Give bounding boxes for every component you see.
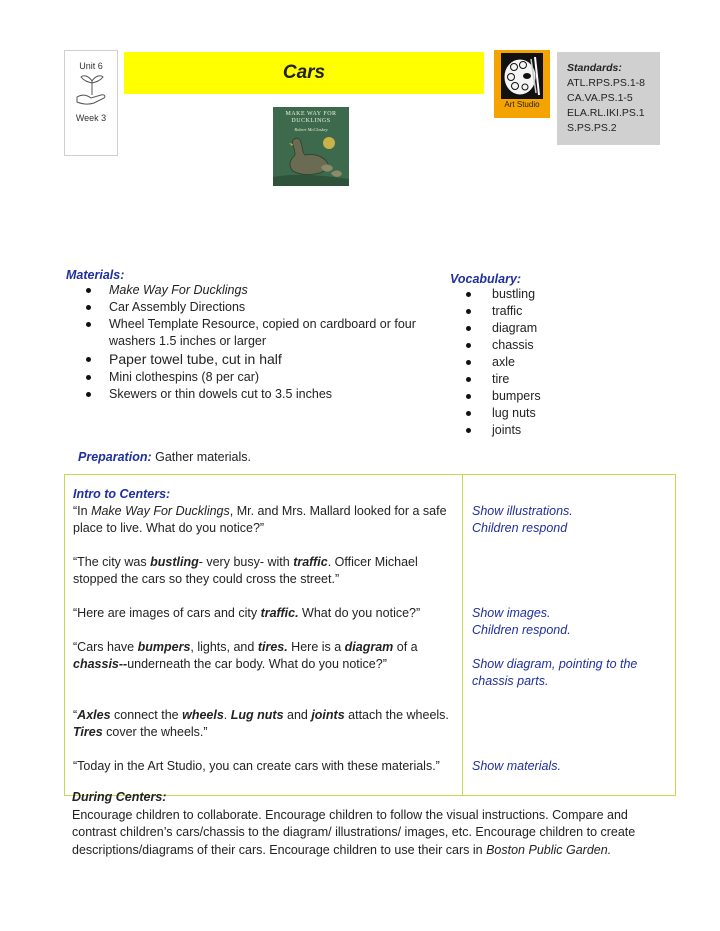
- standards-title: Standards:: [567, 62, 622, 74]
- intro-table: [64, 474, 676, 796]
- intro-paragraph: “The city was bustling- very busy- with traffic. Officer Michael stopped the cars so they could cross the street.”: [73, 555, 418, 586]
- palette-icon: [501, 53, 543, 99]
- art-studio-badge: [494, 50, 550, 118]
- intro-script: [73, 486, 453, 775]
- preparation-line: [78, 450, 251, 464]
- table-divider: [462, 475, 463, 795]
- unit-label: Unit 6: [79, 61, 103, 71]
- preparation-text: Gather materials.: [151, 450, 251, 464]
- ducks-illustration: [273, 107, 349, 186]
- standard-item: ELA.RL.IKI.PS.1: [567, 107, 645, 119]
- material-book-title: Make Way For Ducklings: [109, 283, 248, 297]
- vocabulary-list: [450, 286, 610, 439]
- unit-week-box: [64, 50, 118, 156]
- standards-box: [557, 52, 660, 145]
- list-item: Car Assembly Directions: [66, 299, 446, 316]
- book-author: Robert McCloskey: [294, 127, 328, 132]
- seedling-hand-icon: [74, 71, 110, 109]
- note-show-materials: Show materials.: [472, 759, 561, 773]
- standard-item: CA.VA.PS.1-5: [567, 92, 633, 104]
- book-title-line1: MAKE WAY FOR: [285, 111, 337, 117]
- list-item: Paper towel tube, cut in half: [66, 350, 446, 369]
- list-item: diagram: [450, 320, 610, 337]
- list-item: joints: [450, 422, 610, 439]
- standard-item: ATL.RPS.PS.1-8: [567, 77, 646, 89]
- during-title: During Centers:: [72, 790, 167, 804]
- note-show-diagram: Show diagram, pointing to the chassis parts.: [472, 657, 638, 688]
- week-label: Week 3: [75, 113, 107, 123]
- vocabulary-title: Vocabulary:: [450, 272, 522, 286]
- list-item: Mini clothespins (8 per car): [66, 369, 446, 386]
- list-item: axle: [450, 354, 610, 371]
- list-item: Skewers or thin dowels cut to 3.5 inches: [66, 386, 446, 403]
- preparation-label: Preparation:: [78, 450, 152, 464]
- note-show-illustrations: Show illustrations. Children respond: [472, 504, 573, 535]
- standard-item: S.PS.PS.2: [567, 122, 617, 134]
- list-item: lug nuts: [450, 405, 610, 422]
- during-centers-section: [72, 789, 672, 859]
- book-cover: [273, 107, 349, 186]
- materials-list: [66, 282, 446, 403]
- intro-paragraph: “Cars have bumpers, lights, and tires. Here is a diagram of a chassis--underneath the car body. What do you notice?”: [73, 640, 418, 671]
- list-item: chassis: [450, 337, 610, 354]
- intro-title: Intro to Centers:: [73, 487, 171, 501]
- intro-paragraph: “Today in the Art Studio, you can create cars with these materials.”: [73, 759, 440, 773]
- list-item: [66, 282, 446, 299]
- materials-title: Materials:: [66, 268, 125, 282]
- list-item: bumpers: [450, 388, 610, 405]
- intro-paragraph: “Here are images of cars and city traffic. What do you notice?”: [73, 606, 421, 620]
- vocabulary-section: [450, 272, 610, 439]
- intro-paragraph: “Axles connect the wheels. Lug nuts and joints attach the wheels. Tires cover the wheels.”: [73, 708, 449, 739]
- list-item: Wheel Template Resource, copied on cardboard or four washers 1.5 inches or larger: [66, 316, 446, 350]
- note-show-images: Show images. Children respond.: [472, 606, 571, 637]
- lesson-title: Cars: [124, 52, 484, 94]
- during-text: Encourage children to collaborate. Encourage children to follow the visual instructions. Compare and contrast children’s cars/chassis to the diagram/ illustrations/ images, etc. Encourage children to create descriptions/diagrams of their cars. Encourage children to use their cars in Boston Public Garden.: [72, 807, 636, 857]
- book-title-line2: DUCKLINGS: [291, 118, 331, 124]
- list-item: bustling: [450, 286, 610, 303]
- materials-section: [66, 268, 446, 403]
- list-item: traffic: [450, 303, 610, 320]
- art-studio-label: Art Studio: [504, 100, 540, 109]
- list-item: tire: [450, 371, 610, 388]
- intro-paragraph: “In Make Way For Ducklings, Mr. and Mrs. Mallard looked for a safe place to live. What do you notice?”: [73, 504, 447, 535]
